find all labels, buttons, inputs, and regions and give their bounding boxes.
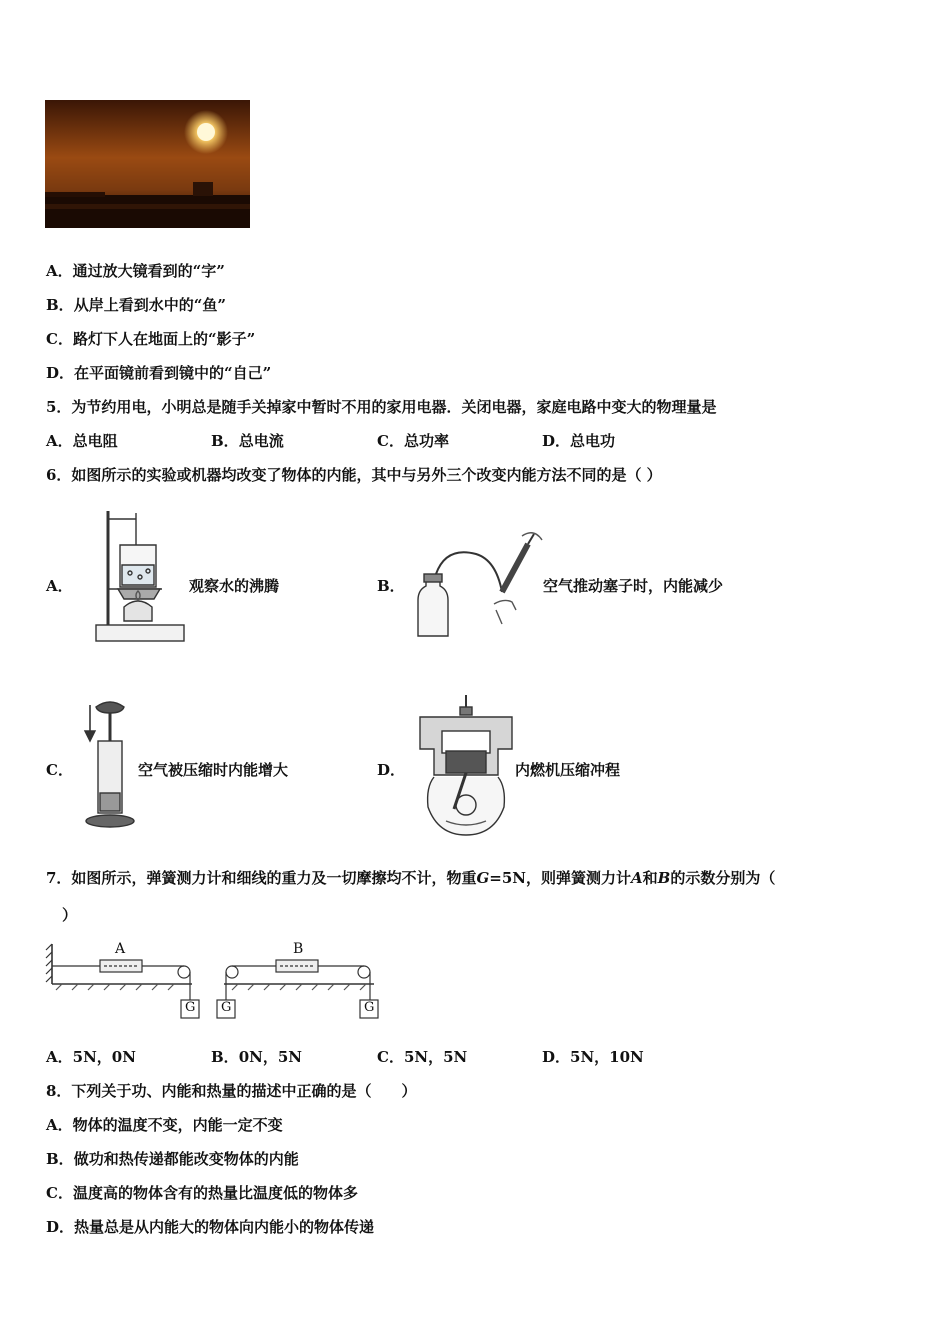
q8-stem: 8．下列关于功、内能和热量的描述中正确的是（ ） — [46, 1082, 417, 1100]
q8-option-c — [46, 1184, 358, 1202]
q8-option-b — [46, 1150, 299, 1168]
q8-option-a — [46, 1116, 283, 1134]
q4-option-d — [46, 364, 271, 382]
q7-var-a: A — [630, 869, 643, 887]
option-letter: B． — [211, 1048, 239, 1066]
weight-left-label: G — [185, 1000, 196, 1015]
q7-option-c — [377, 1048, 467, 1066]
option-letter: A． — [46, 262, 73, 280]
q5-option-c — [377, 432, 449, 450]
option-text: 5N，0N — [72, 1048, 136, 1066]
q7-stem — [46, 869, 775, 887]
q7-var-b: B — [657, 869, 671, 887]
q7-stem-close: ） — [62, 906, 78, 924]
pump-bottle-icon — [410, 530, 545, 645]
pulley-diagram — [42, 940, 387, 1024]
q7-stem-mid: =5N，则弹簧测力计 — [489, 869, 631, 887]
option-letter: B． — [46, 296, 74, 314]
option-text: 从岸上看到水中的“鱼” — [73, 296, 226, 314]
option-text: 总电阻 — [72, 432, 118, 450]
q6-option-c-caption: 空气被压缩时内能增大 — [138, 761, 289, 779]
option-letter: C． — [46, 1184, 73, 1202]
option-text: 0N，5N — [238, 1048, 302, 1066]
option-text: 5N，10N — [570, 1048, 644, 1066]
weight-right-label: G — [364, 1000, 375, 1015]
option-letter: C． — [377, 432, 404, 450]
option-text: 5N，5N — [403, 1048, 468, 1066]
option-text: 总功率 — [403, 432, 449, 450]
q5-option-b — [211, 432, 284, 450]
q7-option-d — [542, 1048, 644, 1066]
beaker-stand-icon — [92, 503, 188, 646]
option-text: 在平面镜前看到镜中的“自己” — [74, 364, 272, 382]
option-letter: D． — [542, 432, 571, 450]
q4-option-a — [46, 262, 225, 280]
sunset-image — [45, 100, 250, 228]
fire-syringe-figure — [80, 697, 136, 836]
q5-option-a — [46, 432, 118, 450]
q6-option-d-letter: D． — [377, 761, 406, 779]
q6-option-b-letter: B． — [377, 577, 405, 595]
q7-and: 和 — [642, 869, 658, 887]
q6-stem: 6．如图所示的实验或机器均改变了物体的内能，其中与另外三个改变内能方法不同的是（ ） — [46, 466, 662, 484]
option-letter: A． — [46, 1048, 73, 1066]
engine-cylinder-icon — [416, 693, 516, 837]
fire-syringe-icon — [80, 697, 136, 832]
engine-figure — [416, 693, 516, 841]
q8-option-d — [46, 1218, 374, 1236]
option-text: 通过放大镜看到的“字” — [72, 262, 225, 280]
boiling-apparatus-figure — [92, 503, 188, 650]
option-letter: B． — [46, 1150, 74, 1168]
option-letter: B． — [211, 432, 239, 450]
option-text: 热量总是从内能大的物体向内能小的物体传递 — [74, 1218, 375, 1236]
option-text: 物体的温度不变，内能一定不变 — [72, 1116, 283, 1134]
q6-option-a-caption: 观察水的沸腾 — [189, 577, 280, 595]
q7-option-b — [211, 1048, 302, 1066]
q6-option-c-letter: C． — [46, 761, 73, 779]
option-text: 温度高的物体含有的热量比温度低的物体多 — [72, 1184, 358, 1202]
q7-stem-pre: 7．如图所示，弹簧测力计和细线的重力及一切摩擦均不计，物重 — [46, 869, 477, 887]
q6-option-d-caption: 内燃机压缩冲程 — [515, 761, 621, 779]
q6-option-a-letter: A． — [46, 577, 73, 595]
option-letter: D． — [46, 364, 75, 382]
option-letter: A． — [46, 432, 73, 450]
scale-b-label: B — [293, 941, 304, 957]
option-letter: C． — [377, 1048, 404, 1066]
pump-bottle-figure — [410, 530, 545, 649]
option-text: 总电流 — [238, 432, 284, 450]
option-letter: A． — [46, 1116, 73, 1134]
q7-option-a — [46, 1048, 136, 1066]
q7-var-g: G — [476, 869, 490, 887]
weight-mid-label: G — [221, 1000, 232, 1015]
option-text: 总电功 — [570, 432, 616, 450]
option-text: 路灯下人在地面上的“影子” — [72, 330, 256, 348]
q4-option-b — [46, 296, 226, 314]
q5-stem: 5．为节约用电，小明总是随手关掉家中暂时不用的家用电器．关闭电器，家庭电路中变大的物理量是 — [46, 398, 717, 416]
scale-a-label: A — [115, 941, 126, 957]
option-letter: C． — [46, 330, 73, 348]
option-text: 做功和热传递都能改变物体的内能 — [73, 1150, 299, 1168]
spring-scale-figure — [42, 940, 387, 1028]
option-letter: D． — [46, 1218, 75, 1236]
q7-stem-post: 的示数分别为（ — [670, 869, 776, 887]
q4-option-c — [46, 330, 255, 348]
q6-option-b-caption: 空气推动塞子时，内能减少 — [543, 577, 724, 595]
q5-option-d — [542, 432, 615, 450]
sunset-photo — [45, 100, 250, 228]
option-letter: D． — [542, 1048, 571, 1066]
